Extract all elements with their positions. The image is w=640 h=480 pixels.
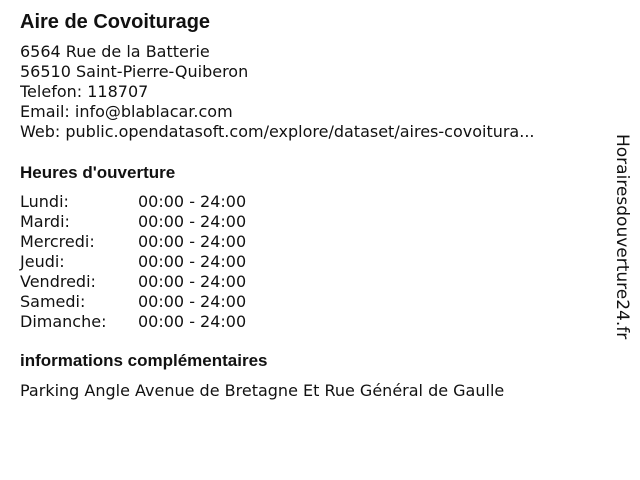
place-card	[20, 10, 600, 401]
day-label: Dimanche:	[20, 312, 107, 331]
day-label: Lundi:	[20, 192, 69, 211]
hours-row-sunday	[20, 312, 600, 332]
site-name-vertical: Horairesdouverture24.fr	[612, 134, 632, 340]
info-description: Parking Angle Avenue de Bretagne Et Rue Général de Gaulle	[20, 381, 505, 400]
hours-row-monday	[20, 192, 600, 212]
hours-row-saturday	[20, 292, 600, 312]
time-range: 00:00 - 24:00	[138, 212, 247, 231]
time-range: 00:00 - 24:00	[138, 292, 247, 311]
day-label: Jeudi:	[20, 252, 65, 271]
city-address: 56510 Saint-Pierre-Quiberon	[20, 62, 249, 81]
page-title: Aire de Covoiturage	[20, 11, 211, 33]
day-label: Mercredi:	[20, 232, 95, 251]
time-range: 00:00 - 24:00	[138, 192, 247, 211]
day-label: Vendredi:	[20, 272, 96, 291]
day-label: Samedi:	[20, 292, 86, 311]
phone-line[interactable]: Telefon: 118707	[20, 82, 149, 101]
opening-hours-table	[20, 192, 600, 332]
hours-row-friday	[20, 272, 600, 292]
email-line[interactable]: Email: info@blablacar.com	[20, 102, 233, 121]
hours-heading: Heures d'ouverture	[20, 163, 176, 182]
site-watermark	[612, 134, 632, 374]
hours-row-tuesday	[20, 212, 600, 232]
time-range: 00:00 - 24:00	[138, 252, 247, 271]
hours-row-thursday	[20, 252, 600, 272]
day-label: Mardi:	[20, 212, 70, 231]
hours-row-wednesday	[20, 232, 600, 252]
address-block	[20, 42, 600, 142]
time-range: 00:00 - 24:00	[138, 272, 247, 291]
time-range: 00:00 - 24:00	[138, 232, 247, 251]
time-range: 00:00 - 24:00	[138, 312, 247, 331]
web-link[interactable]: Web: public.opendatasoft.com/explore/dataset/aires-covoitura...	[20, 122, 535, 141]
street-address: 6564 Rue de la Batterie	[20, 42, 210, 61]
info-heading: informations complémentaires	[20, 351, 268, 370]
